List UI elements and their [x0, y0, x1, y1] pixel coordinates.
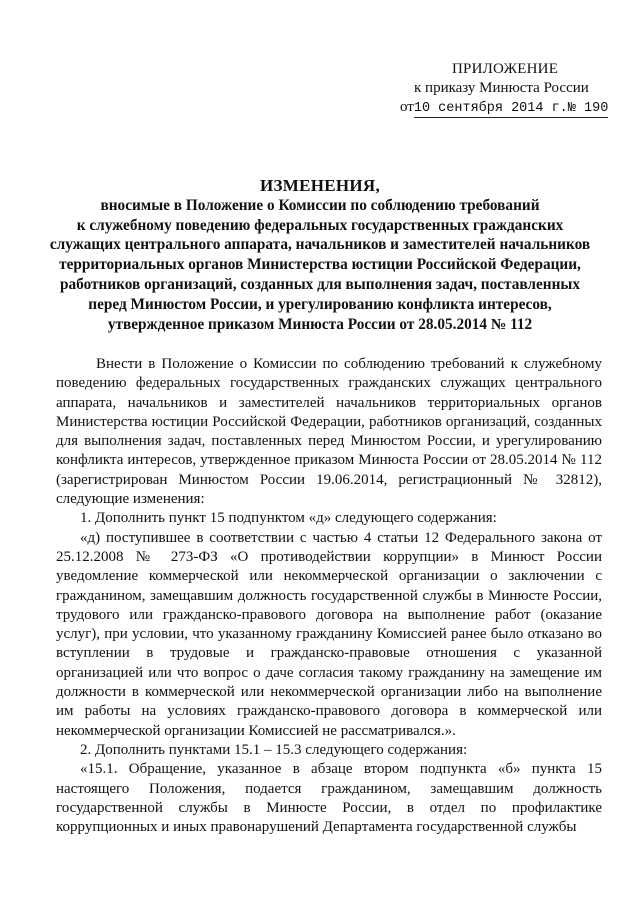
appendix-date-line: [400, 98, 620, 118]
heading-line: работников организаций, созданных для выполнения задач, поставленных: [59, 275, 581, 293]
appendix-date-prefix: от: [400, 99, 414, 115]
document-heading: [30, 176, 610, 334]
heading-line: служащих центрального аппарата, начальников и заместителей начальников: [49, 236, 591, 254]
heading-line: вносимые в Положение о Комиссии по соблюдению требований: [100, 196, 540, 214]
item-1-heading: 1. Дополнить пункт 15 подпунктом «д» следующего содержания:: [80, 510, 497, 527]
heading-line: к служебному поведению федеральных государственных гражданских: [76, 216, 564, 234]
item-2-text: «15.1. Обращение, указанное в абзаце втором подпункта «б» пункта 15 настоящего Положения, подается гражданином, замещавшим должность государственной службы в Минюсте России, в отдел по профилактике коррупционных и иных правонарушений Департамента государственной службы: [56, 761, 602, 836]
heading-line: утвержденное приказом Минюста России от 28.05.2014 № 112: [107, 315, 533, 333]
appendix-block: [400, 60, 620, 118]
appendix-date-value: 10 сентября 2014 г.№ 190: [413, 101, 609, 116]
appendix-title: ПРИЛОЖЕНИЕ: [452, 61, 559, 77]
document-body: [56, 355, 602, 837]
heading-line: перед Минюстом России, и урегулированию конфликта интересов,: [88, 295, 552, 313]
intro-paragraph: Внести в Положение о Комиссии по соблюдению требований к служебному поведению федеральных государственных гражданских служащих центрального аппарата, начальников и заместителей начальников территориальных органов Министерства юстиции Российской Федерации, работников организаций, созданных для выполнения задач, поставленных перед Минюстом России, и урегулированию конфликта интересов, утвержденное приказом Минюста России от 28.05.2014 № 112 (зарегистрирован Минюстом России 19.06.2014, регистрационный № 32812), следующие изменения:: [56, 356, 602, 508]
heading-line: территориальных органов Министерства юстиции Российской Федерации,: [59, 256, 581, 274]
appendix-to-order: к приказу Минюста России: [414, 80, 589, 96]
item-2-heading: 2. Дополнить пунктами 15.1 – 15.3 следующего содержания:: [80, 741, 468, 758]
item-1-text: «д) поступившее в соответствии с частью 4 статьи 12 Федерального закона от 25.12.2008 № 273-ФЗ «О противодействии коррупции» в Минюст России уведомление коммерческой или некоммерческой организации о заключении с гражданином, замещавшим должность государственной службы в Минюсте России, трудового или гражданско-правового договора на выполнение работ (оказание услуг), при условии, что указанному гражданину Комиссией ранее было отказано во вступлении в трудовые и гражданско-правовые отношения с указанной организацией или что вопрос о даче согласия такому гражданину на замещение им должности в коммерческой или некоммерческой организации либо на выполнение им работы на условиях гражданско-правового договора в коммерческой или некоммерческой организации Комиссией не рассматривался.».: [56, 529, 602, 739]
heading-title: ИЗМЕНЕНИЯ,: [259, 176, 381, 195]
